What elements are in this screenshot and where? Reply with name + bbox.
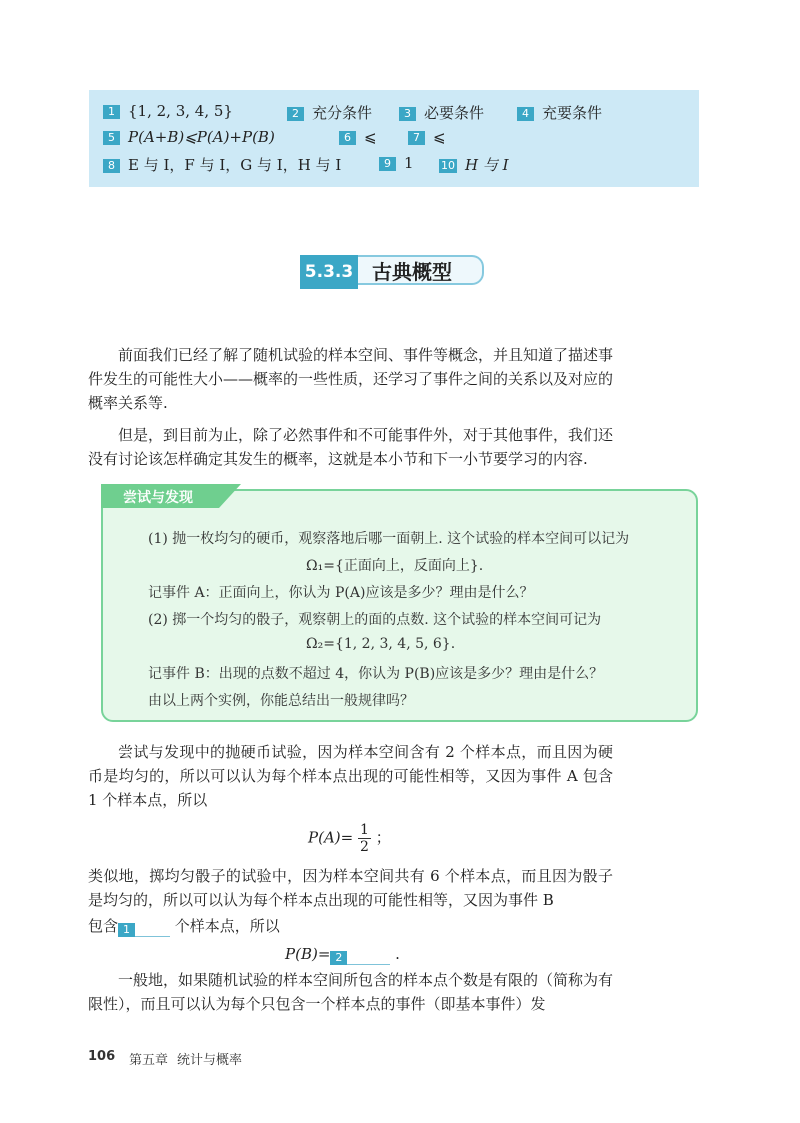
try-and-discover-box (101, 489, 698, 722)
body-paragraph-3: 尝试与发现中的抛硬币试验，因为样本空间含有 2 个样本点，而且因为硬币是均匀的，所以可以认为每个样本点出现的可能性相等，又因为事件 A 包含 1 个样本点，所以 (88, 743, 613, 809)
answer-blank-2[interactable]: 2 (330, 948, 390, 965)
answer-item: 10 H 与 I (441, 156, 509, 174)
fraction: $\frac{1}{2}$ (359, 822, 369, 855)
body-paragraph-4-end: 包含 1 个样本点，所以 (88, 917, 280, 936)
answer-item: 1 {1, 2, 3, 4, 5} (103, 102, 233, 120)
answer-key-box (89, 90, 699, 187)
answer-item: 9 1 (379, 154, 414, 172)
section-number: 5.3.3 (300, 255, 358, 289)
section-title: 古典概型 (358, 255, 484, 285)
try-line: Ω₁={正面向上，反面向上}. (306, 558, 484, 574)
chapter-title: 统计与概率 (177, 1053, 243, 1068)
body-paragraph-5: 一般地，如果随机试验的样本空间所包含的样本点个数是有限的（简称为有限性），而且可以认为每个只包含一个样本点的事件（即基本事件）发 (88, 971, 614, 1013)
try-line: 记事件 A：正面向上，你认为 P(A)应该是多少？理由是什么？ (148, 585, 534, 601)
answer-item: 7 ⩽ (408, 128, 446, 146)
intro-paragraph-2: 但是，到目前为止，除了必然事件和不可能事件外，对于其他事件，我们还没有讨论该怎样确定其发生的概率，这就是本小节和下一小节要学习的内容. (88, 426, 614, 468)
formula-pa: P(A)= $\frac{1}{2}$ ； (308, 822, 391, 855)
try-line: 记事件 B：出现的点数不超过 4，你认为 P(B)应该是多少？理由是什么？ (148, 666, 604, 682)
page-number: 106 (88, 1049, 116, 1064)
answer-item: 2 充分条件 (287, 102, 372, 123)
tab-label: 尝试与发现 (123, 490, 193, 506)
body-paragraph-4: 类似地，掷均匀骰子的试验中，因为样本空间共有 6 个样本点，而且因为骰子是均匀的，所以可以认为每个样本点出现的可能性相等，又因为事件 B (88, 867, 613, 909)
chapter-label: 第五章 (129, 1053, 169, 1068)
intro-paragraph-1: 前面我们已经了解了随机试验的样本空间、事件等概念，并且知道了描述事件发生的可能性大小——概率的一些性质，还学习了事件之间的关系以及对应的概率关系等. (88, 346, 614, 412)
try-line: (1) 抛一枚均匀的硬币，观察落地后哪一面朝上. 这个试验的样本空间可以记为 (148, 531, 630, 547)
answer-item: 5 P(A+B)⩽P(A)+P(B) (103, 128, 275, 146)
answer-item: 8 E 与 I，F 与 I，G 与 I，H 与 I (103, 154, 341, 175)
formula-pb: P(B)= 2 . (285, 945, 400, 964)
try-line: 由以上两个实例，你能总结出一般规律吗？ (148, 693, 414, 709)
answer-item: 4 充要条件 (517, 102, 602, 123)
answer-item: 3 必要条件 (399, 102, 484, 123)
answer-blank-1[interactable]: 1 (118, 920, 170, 937)
try-and-discover-tab (101, 484, 241, 508)
try-line: (2) 掷一个均匀的骰子，观察朝上的面的点数. 这个试验的样本空间可记为 (148, 612, 602, 628)
answer-item: 6 ⩽ (339, 128, 377, 146)
try-line: Ω₂={1, 2, 3, 4, 5, 6}. (306, 636, 456, 652)
